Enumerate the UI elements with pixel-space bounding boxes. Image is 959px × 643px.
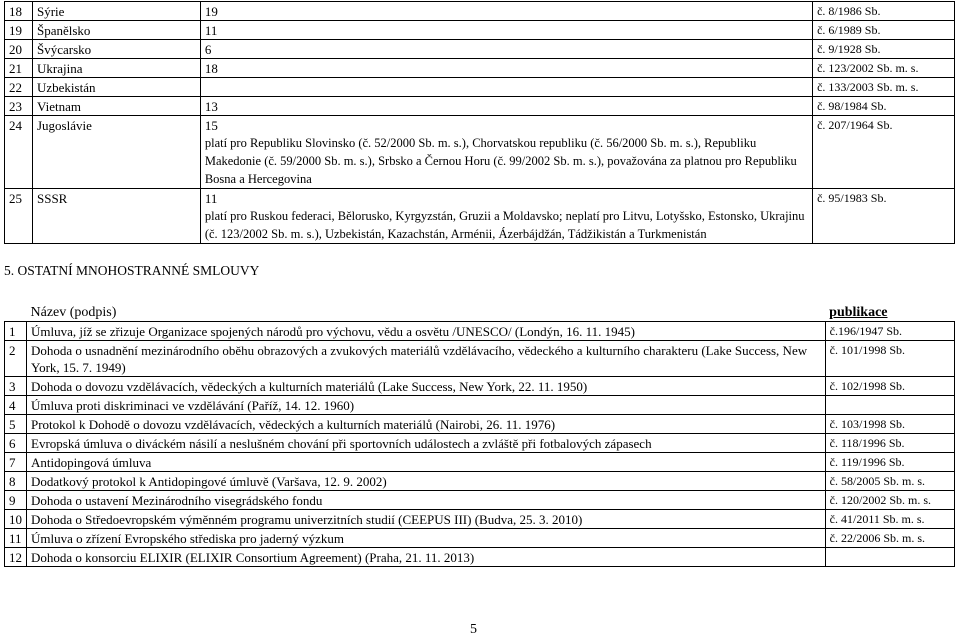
treaty-number: 9 [5, 491, 27, 510]
header-name: Název (podpis) [27, 303, 826, 322]
state-number: 18 [5, 2, 33, 21]
section-title: 5. OSTATNÍ MNOHOSTRANNÉ SMLOUVY [4, 263, 260, 278]
treaty-row [5, 396, 955, 415]
state-term-cell [200, 78, 812, 97]
treaty-row [5, 453, 955, 472]
state-number: 23 [5, 97, 33, 116]
state-term: 11 [204, 191, 218, 206]
treaty-row [5, 472, 955, 491]
treaty-number: 5 [5, 415, 27, 434]
state-name: Švýcarsko [32, 40, 200, 59]
treaty-name: Úmluva, jíž se zřizuje Organizace spojených národů pro výchovu, vědu a osvětu /UNESCO/ (Londýn, 16. 11. 1945) [27, 322, 826, 341]
treaty-name: Dodatkový protokol k Antidopingové úmluvě (Varšava, 12. 9. 2002) [27, 472, 826, 491]
treaty-publication: č. 103/1998 Sb. [825, 415, 954, 434]
treaty-row [5, 510, 955, 529]
treaty-row [5, 491, 955, 510]
treaty-row [5, 415, 955, 434]
state-row [5, 116, 955, 189]
treaty-name: Úmluva o zřízení Evropského střediska pro jaderný výzkum [27, 529, 826, 548]
state-publication: č. 9/1928 Sb. [813, 40, 955, 59]
header-publication: publikace [825, 303, 954, 322]
state-publication: č. 123/2002 Sb. m. s. [813, 59, 955, 78]
treaty-number: 10 [5, 510, 27, 529]
state-name: Sýrie [32, 2, 200, 21]
state-term: 11 [204, 23, 218, 38]
state-term-cell [200, 97, 812, 116]
state-term-cell [200, 2, 812, 21]
state-note: platí pro Republiku Slovinsko (č. 52/2000 Sb. m. s.), Chorvatskou republiku (č. 56/2000 Sb. m. s.), Republiku Makedonie (č. 59/2000 Sb. m. s.), Srbsko a Černou Horu (č. 99/2002 Sb. m. s.), považována za platnou pro Republiku Bosna a Hercegovina [204, 136, 797, 186]
state-publication: č. 133/2003 Sb. m. s. [813, 78, 955, 97]
state-number: 20 [5, 40, 33, 59]
state-number: 19 [5, 21, 33, 40]
state-publication: č. 98/1984 Sb. [813, 97, 955, 116]
states-table [4, 1, 955, 244]
treaty-publication: č. 102/1998 Sb. [825, 377, 954, 396]
treaties-header-row [5, 303, 955, 322]
treaty-name: Antidopingová úmluva [27, 453, 826, 472]
state-term-cell [200, 116, 812, 189]
state-row [5, 59, 955, 78]
treaty-number: 12 [5, 548, 27, 567]
page-number: 5 [470, 622, 477, 637]
state-term-cell [200, 189, 812, 244]
state-number: 21 [5, 59, 33, 78]
state-publication: č. 207/1964 Sb. [813, 116, 955, 189]
treaty-publication: č.196/1947 Sb. [825, 322, 954, 341]
treaty-row [5, 341, 955, 377]
treaty-publication [825, 548, 954, 567]
treaty-number: 11 [5, 529, 27, 548]
treaty-row [5, 434, 955, 453]
treaty-name: Protokol k Dohodě o dovozu vzdělávacích, vědeckých a kulturních materiálů (Nairobi, 26. 11. 1976) [27, 415, 826, 434]
treaty-name: Dohoda o dovozu vzdělávacích, vědeckých a kulturních materiálů (Lake Success, New York, 22. 11. 1950) [27, 377, 826, 396]
treaty-publication: č. 58/2005 Sb. m. s. [825, 472, 954, 491]
state-name: Uzbekistán [32, 78, 200, 97]
treaty-row [5, 529, 955, 548]
treaty-publication [825, 396, 954, 415]
state-name: SSSR [32, 189, 200, 244]
state-number: 25 [5, 189, 33, 244]
treaty-name: Evropská úmluva o diváckém násilí a neslušném chování při sportovních událostech a zvláště při fotbalových zápasech [27, 434, 826, 453]
state-term-cell [200, 59, 812, 78]
treaty-name: Dohoda o ustavení Mezinárodního visegrádského fondu [27, 491, 826, 510]
treaty-number: 7 [5, 453, 27, 472]
state-publication: č. 6/1989 Sb. [813, 21, 955, 40]
state-name: Španělsko [32, 21, 200, 40]
state-row [5, 21, 955, 40]
treaty-name: Úmluva proti diskriminaci ve vzdělávání (Paříž, 14. 12. 1960) [27, 396, 826, 415]
treaty-publication: č. 22/2006 Sb. m. s. [825, 529, 954, 548]
state-number: 24 [5, 116, 33, 189]
treaty-row [5, 377, 955, 396]
treaty-number: 8 [5, 472, 27, 491]
state-row [5, 2, 955, 21]
treaty-publication: č. 119/1996 Sb. [825, 453, 954, 472]
state-term: 18 [204, 61, 218, 76]
state-row [5, 78, 955, 97]
treaty-number: 4 [5, 396, 27, 415]
state-publication: č. 95/1983 Sb. [813, 189, 955, 244]
treaty-publication: č. 101/1998 Sb. [825, 341, 954, 377]
state-row [5, 189, 955, 244]
treaty-name: Dohoda o usnadnění mezinárodního oběhu obrazových a zvukových materiálů vzdělávacího, vědeckého a kulturního charakteru (Lake Success, New York, 15. 7. 1949) [27, 341, 826, 377]
treaty-number: 3 [5, 377, 27, 396]
treaty-number: 2 [5, 341, 27, 377]
state-name: Ukrajina [32, 59, 200, 78]
state-number: 22 [5, 78, 33, 97]
state-row [5, 97, 955, 116]
treaty-row [5, 322, 955, 341]
state-term: 19 [204, 4, 218, 19]
state-term-cell [200, 40, 812, 59]
treaty-publication: č. 41/2011 Sb. m. s. [825, 510, 954, 529]
state-name: Jugoslávie [32, 116, 200, 189]
treaty-name: Dohoda o Středoevropském výměnném programu univerzitních studií (CEEPUS III) (Budva, 25. 3. 2010) [27, 510, 826, 529]
treaty-number: 6 [5, 434, 27, 453]
treaty-publication: č. 120/2002 Sb. m. s. [825, 491, 954, 510]
treaty-name: Dohoda o konsorciu ELIXIR (ELIXIR Consortium Agreement) (Praha, 21. 11. 2013) [27, 548, 826, 567]
state-publication: č. 8/1986 Sb. [813, 2, 955, 21]
state-row [5, 40, 955, 59]
state-note: platí pro Ruskou federaci, Bělorusko, Kyrgyzstán, Gruzii a Moldavsko; neplatí pro Litvu, Lotyšsko, Estonsko, Ukrajinu (č. 123/2002 Sb. m. s.), Uzbekistán, Kazachstán, Arménii, Ázerbájdžán, Tádžikistán a Turkmenistán [204, 209, 805, 241]
treaties-table [4, 303, 955, 567]
state-term: 6 [204, 42, 212, 57]
state-name: Vietnam [32, 97, 200, 116]
state-term-cell [200, 21, 812, 40]
state-term [205, 79, 808, 96]
state-term: 15 [204, 118, 218, 133]
state-term: 13 [204, 99, 218, 114]
treaty-publication: č. 118/1996 Sb. [825, 434, 954, 453]
treaty-row [5, 548, 955, 567]
treaty-number: 1 [5, 322, 27, 341]
